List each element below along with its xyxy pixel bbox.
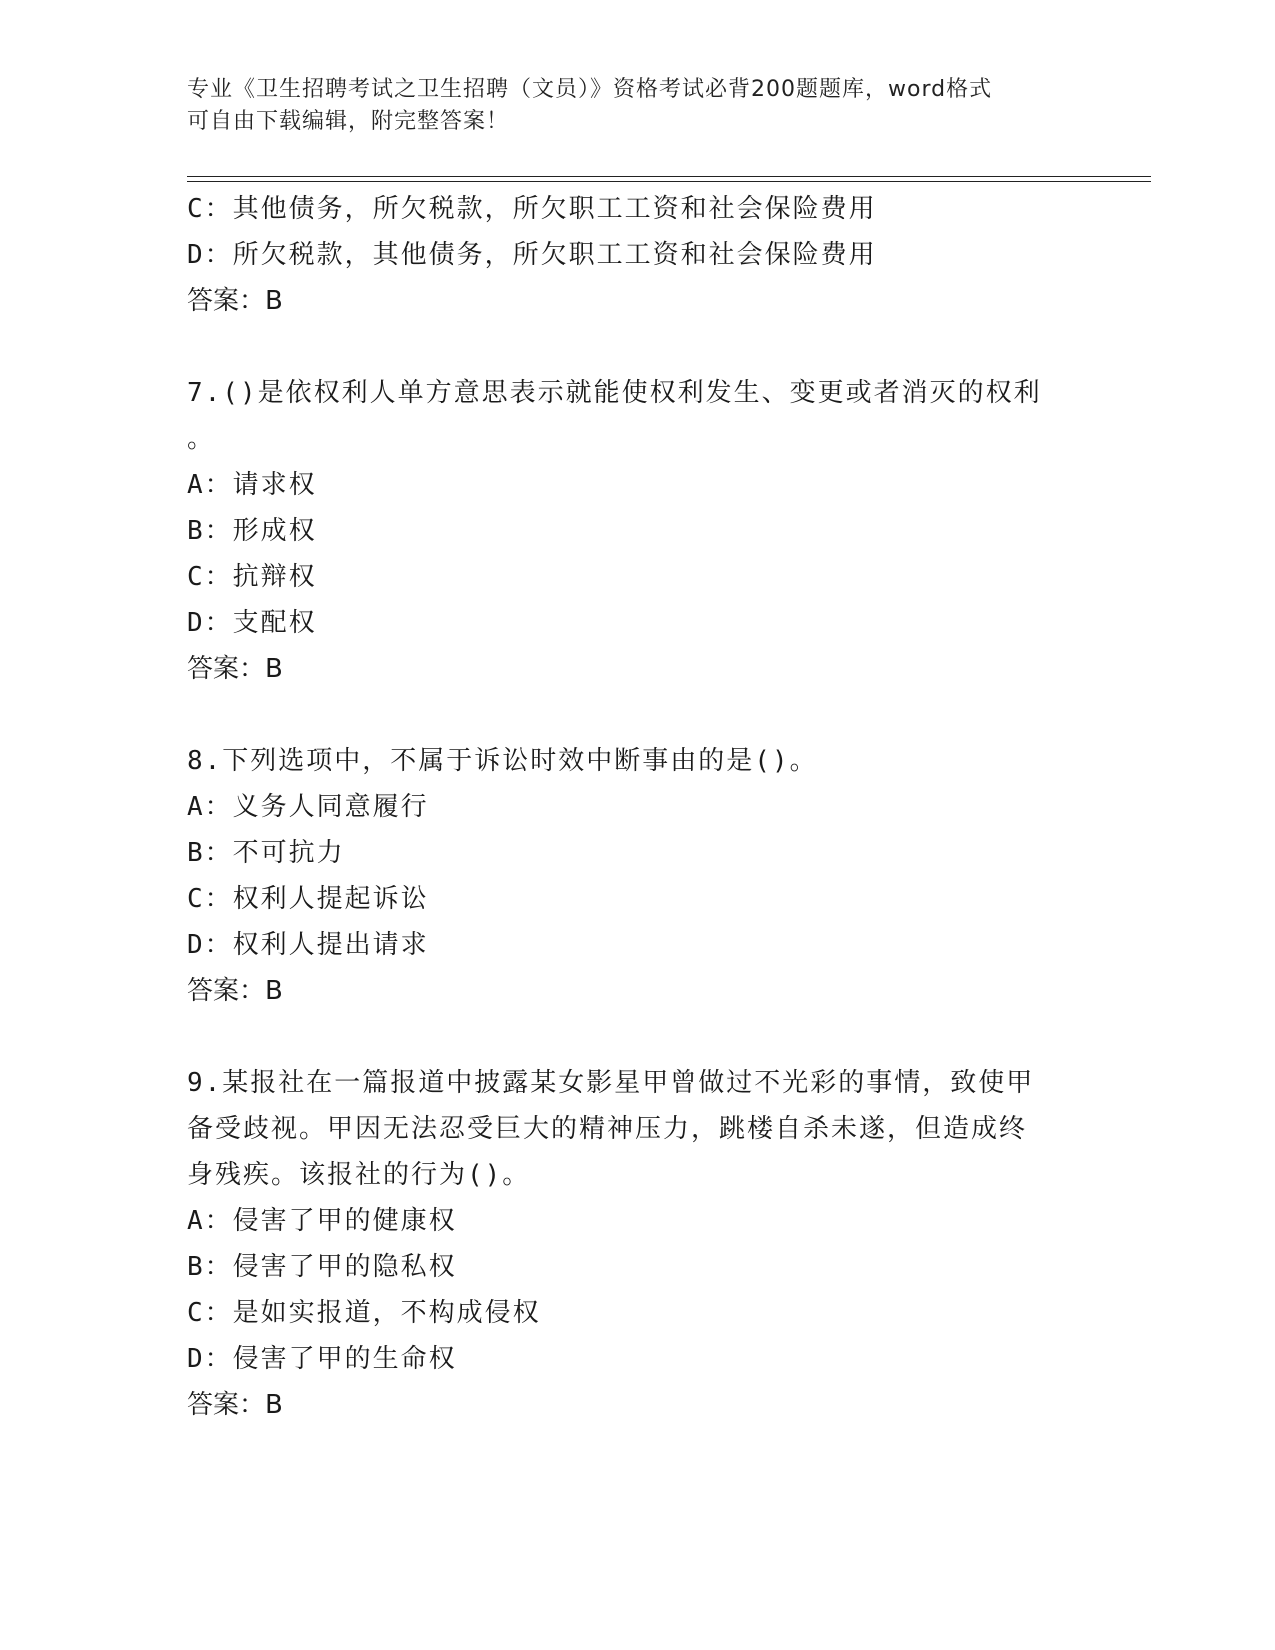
option-a: A：义务人同意履行 [187,792,429,822]
answer-line: 答案：B [187,286,283,316]
question-stem: 8.下列选项中，不属于诉讼时效中断事由的是()。 [187,746,818,776]
option-a: A：侵害了甲的健康权 [187,1206,457,1236]
option-a: A：请求权 [187,470,317,500]
answer-line: 答案：B [187,654,283,684]
spacer [187,324,1087,370]
question-stem: 备受歧视。甲因无法忍受巨大的精神压力，跳楼自杀未遂，但造成终 [187,1114,1028,1144]
question-stem: 。 [187,424,216,454]
question-stem: 身残疾。该报社的行为()。 [187,1160,531,1190]
question-content [187,186,1087,1428]
header-line-1: 专业《卫生招聘考试之卫生招聘（文员）》资格考试必背200题题库，word格式 [187,77,993,102]
option-d: D：支配权 [187,608,317,638]
question-stem: 9.某报社在一篇报道中披露某女影星甲曾做过不光彩的事情，致使甲 [187,1068,1035,1098]
question-block-7 [187,370,1087,692]
spacer [187,1014,1087,1060]
header-divider-top [187,176,1151,177]
option-b: B：不可抗力 [187,838,345,868]
option-d: D：所欠税款，其他债务，所欠职工工资和社会保险费用 [187,240,877,270]
option-b: B：形成权 [187,516,317,546]
option-d: D：权利人提出请求 [187,930,429,960]
header-line-2: 可自由下载编辑，附完整答案！ [187,109,510,134]
option-c: C：其他债务，所欠税款，所欠职工工资和社会保险费用 [187,194,877,224]
answer-line: 答案：B [187,1390,283,1420]
document-header [187,74,1087,138]
question-block-9 [187,1060,1087,1428]
option-c: C：权利人提起诉讼 [187,884,429,914]
header-divider-bottom [187,181,1151,182]
option-c: C：抗辩权 [187,562,317,592]
previous-question-block [187,186,1087,324]
question-stem: 7.()是依权利人单方意思表示就能使权利发生、变更或者消灭的权利 [187,378,1042,408]
option-b: B：侵害了甲的隐私权 [187,1252,457,1282]
answer-line: 答案：B [187,976,283,1006]
question-block-8 [187,738,1087,1014]
option-c: C：是如实报道，不构成侵权 [187,1298,541,1328]
option-d: D：侵害了甲的生命权 [187,1344,457,1374]
spacer [187,692,1087,738]
